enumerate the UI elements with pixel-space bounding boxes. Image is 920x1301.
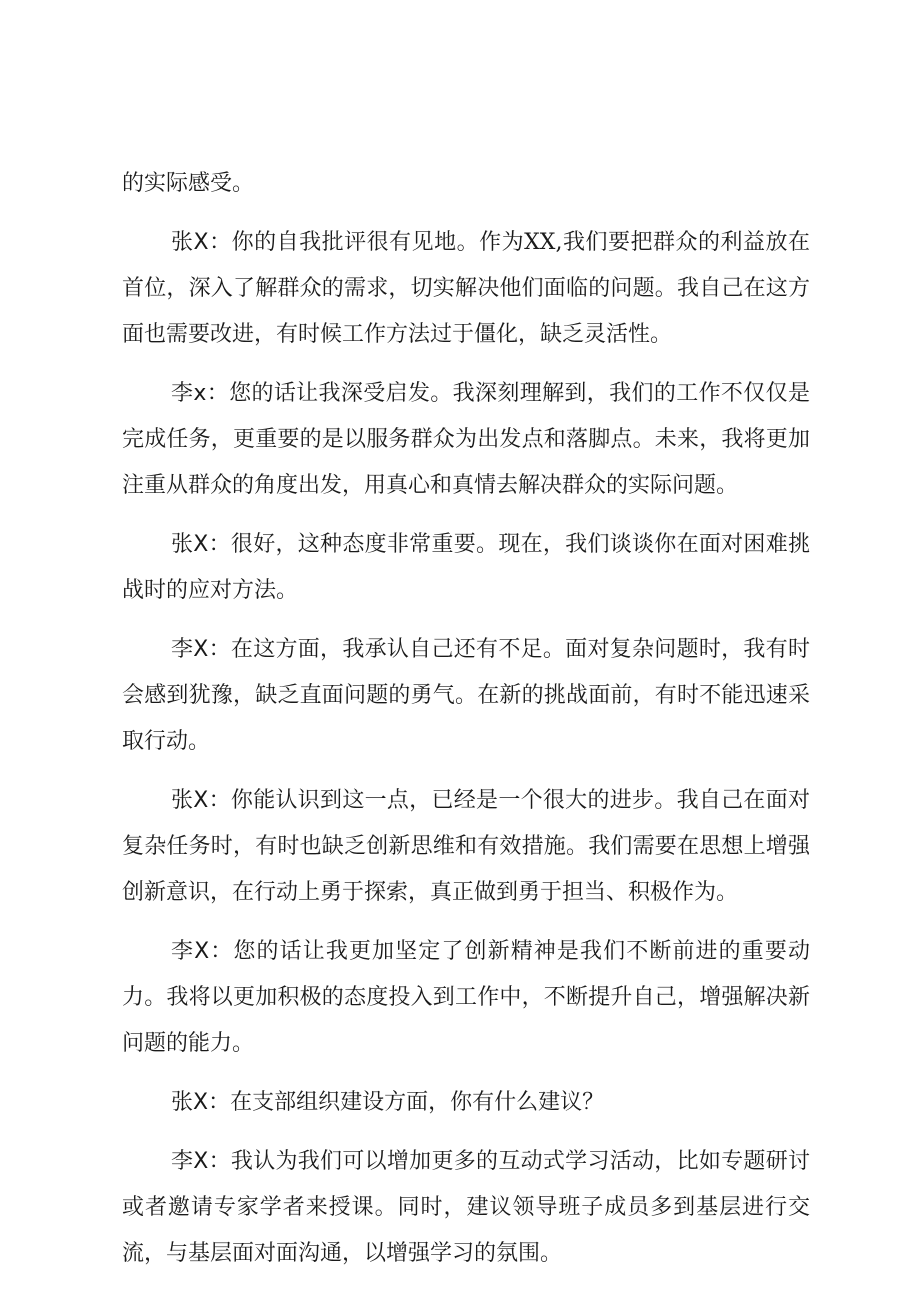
paragraph-2 — [122, 371, 810, 509]
paragraph-text: ：在这方面，我承认自己还有不足。面对复杂问题时，我有时会感到犹豫，缺乏直面问题的勇气。在新的挑战面前，有时不能迅速采取行动。 — [122, 637, 810, 754]
speaker-name: 张X — [171, 532, 209, 557]
speaker-name: 李x — [171, 381, 207, 406]
paragraph-text: ：我认为我们可以增加更多的互动式学习活动，比如专题研讨或者邀请专家学者来授课。同时，建议领导班子成员多到基层进行交流，与基层面对面沟通，以增强学习的氛围。 — [122, 1149, 810, 1266]
paragraph-text: ：你能认识到这一点，已经是一个很大的进步。我自己在面对复杂任务时，有时也缺乏创新思维和有效措施。我们需要在思想上增强创新意识，在行动上勇于探索，真正做到勇于担当、积极作为。 — [122, 788, 810, 905]
paragraph-5 — [122, 778, 810, 916]
paragraph-8 — [122, 1139, 810, 1277]
paragraph-text: 的实际感受。 — [122, 171, 255, 196]
dialogue-body — [122, 161, 810, 1290]
speaker-name: 张X — [171, 1090, 209, 1115]
paragraph-text: ：在支部组织建设方面，你有什么建议？ — [208, 1090, 605, 1115]
speaker-name: 李X — [171, 637, 209, 662]
paragraph-4 — [122, 627, 810, 765]
paragraph-text: ：很好，这种态度非常重要。现在，我们谈谈你在面对困难挑战时的应对方法。 — [122, 532, 810, 603]
paragraph-0 — [122, 161, 810, 207]
paragraph-6 — [122, 929, 810, 1067]
paragraph-7 — [122, 1080, 810, 1126]
paragraph-1 — [122, 220, 810, 358]
speaker-name: 张X — [171, 230, 209, 255]
speaker-name: 李X — [171, 1149, 209, 1174]
speaker-name: 张X — [171, 788, 209, 813]
speaker-name: 李X — [171, 939, 210, 964]
paragraph-text: ：您的话让我深受启发。我深刻理解到，我们的工作不仅仅是完成任务，更重要的是以服务群众为出发点和落脚点。未来，我将更加注重从群众的角度出发，用真心和真情去解决群众的实际问题。 — [122, 381, 810, 498]
paragraph-3 — [122, 522, 810, 614]
paragraph-text: ：你的自我批评很有见地。作为XX,我们要把群众的利益放在首位，深入了解群众的需求，切实解决他们面临的问题。我自己在这方面也需要改进，有时候工作方法过于僵化，缺乏灵活性。 — [122, 230, 810, 347]
paragraph-text: ：您的话让我更加坚定了创新精神是我们不断前进的重要动力。我将以更加积极的态度投入到工作中，不断提升自己，增强解决新问题的能力。 — [122, 939, 810, 1056]
